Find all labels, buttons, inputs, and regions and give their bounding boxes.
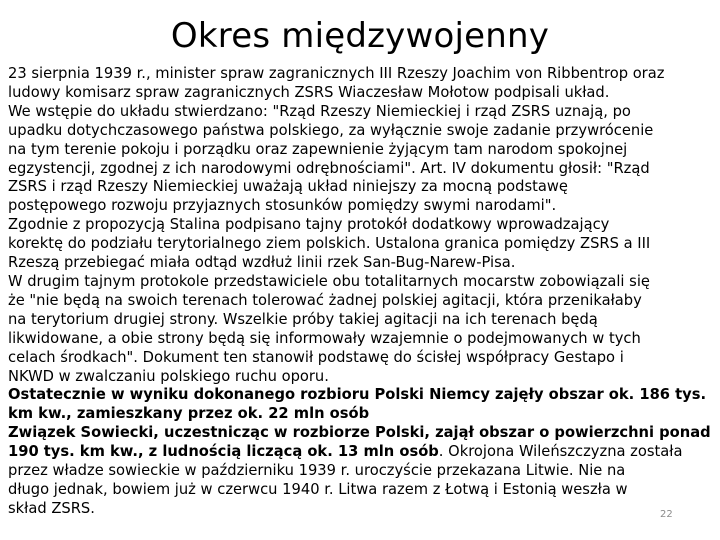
- text-line: długo jednak, bowiem już w czerwcu 1940 r. Litwa razem z Łotwą i Estonią weszła w: [8, 480, 628, 498]
- bold-text-line: km kw., zamieszkany przez ok. 22 mln osób: [8, 405, 370, 423]
- text-line: ludowy komisarz spraw zagranicznych ZSRS Wiaczesław Mołotow podpisali układ.: [8, 83, 610, 101]
- text-line: że "nie będą na swoich terenach tolerować żadnej polskiej agitacji, która przenikałaby: [8, 291, 642, 309]
- normal-segment: . Okrojona Wileńszczyzna została: [438, 443, 683, 461]
- text-line: przez władze sowieckie w październiku 1939 r. uroczyście przekazana Litwie. Nie na: [8, 462, 626, 480]
- text-line: 23 sierpnia 1939 r., minister spraw zagranicznych III Rzeszy Joachim von Ribbentrop oraz: [8, 65, 665, 82]
- text-line: Rzeszą przebiegać miała odtąd wzdłuż linii rzek San-Bug-Narew-Pisa.: [8, 254, 516, 272]
- mixed-text-line: [8, 443, 713, 462]
- text-line: skład ZSRS.: [8, 499, 95, 517]
- text-line: na terytorium drugiej strony. Wszelkie próby takiej agitacji na ich terenach będą: [8, 310, 598, 328]
- text-line: egzystencji, zgodnej z ich narodowymi odrębnościami". Art. IV dokumentu głosił: "Rząd: [8, 159, 650, 177]
- text-line: ZSRS i rząd Rzeszy Niemieckiej uważają układ niniejszy za mocną podstawę: [8, 178, 568, 196]
- text-line: korektę do podziału terytorialnego ziem polskich. Ustalona granica pomiędzy ZSRS a III: [8, 235, 651, 253]
- body-text: [8, 65, 713, 519]
- text-line: upadku dotychczasowego państwa polskiego, za wyłącznie swoje zadanie przywrócenie: [8, 121, 654, 139]
- slide-number: 22: [660, 509, 673, 520]
- slide-title: Okres międzywojenny: [170, 16, 550, 56]
- text-line: W drugim tajnym protokole przedstawiciele obu totalitarnych mocarstw zobowiązali się: [8, 272, 650, 290]
- text-line: likwidowane, a obie strony będą się informowały wzajemnie o podejmowanych w tych: [8, 329, 641, 347]
- text-line: na tym terenie pokoju i porządku oraz zapewnienie żyjącym tam narodom spokojnej: [8, 140, 628, 158]
- text-line: postępowego rozwoju przyjaznych stosunków pomiędzy swymi narodami".: [8, 197, 557, 215]
- bold-text-line: Związek Sowiecki, uczestnicząc w rozbiorze Polski, zajął obszar o powierzchni ponad: [8, 424, 711, 442]
- text-line: We wstępie do układu stwierdzano: "Rząd Rzeszy Niemieckiej i rząd ZSRS uznają, po: [8, 102, 631, 120]
- bold-segment: 190 tys. km kw., z ludnością liczącą ok. 13 mln osób: [8, 443, 439, 461]
- text-line: Zgodnie z propozycją Stalina podpisano tajny protokół dodatkowy wprowadzający: [8, 216, 610, 234]
- bold-text-line: Ostatecznie w wyniku dokonanego rozbioru Polski Niemcy zajęły obszar ok. 186 tys.: [8, 386, 707, 404]
- text-line: celach środkach". Dokument ten stanowił podstawę do ścisłej współpracy Gestapo i: [8, 348, 624, 366]
- text-line: NKWD w zwalczaniu polskiego ruchu oporu.: [8, 367, 329, 385]
